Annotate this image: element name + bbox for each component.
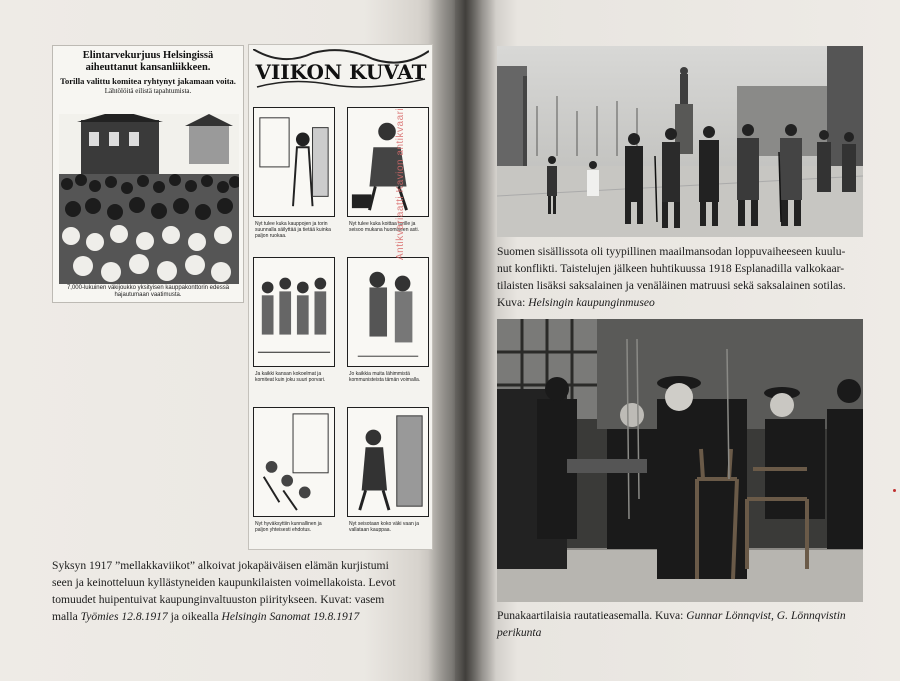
comic-panel-4 xyxy=(347,257,429,367)
comic-caption-3: Ja kaikki kansan kokoelmat ja komiteat kuin joku suuri porvari. xyxy=(255,371,326,383)
left-caption-line-3: tomuudet huipentuivat kaupunginvaltuuston piiritykseen. Kuvat: vasem xyxy=(52,593,385,606)
watermark: Antikvariaatti Kavion antikvaari xyxy=(395,107,406,260)
left-caption-line-2: seen ja keinotteluun kyllästyneiden kaupunkilaisten voimellakoista. Levot xyxy=(52,576,396,589)
caption2-prefix: Punakaartilaisia rautatieasemalla. Kuva: xyxy=(497,609,687,622)
comic-title-text: VIIKON KUVAT xyxy=(255,60,427,84)
caption1-line-2: nut konflikti. Taistelujen jälkeen huhtikuussa 1918 Esplanadilla valkokaar- xyxy=(497,262,845,275)
comic-panel-2 xyxy=(347,107,429,217)
book-gutter xyxy=(428,0,496,681)
railway-caption xyxy=(497,607,877,641)
comic-panel-5 xyxy=(253,407,335,517)
newspaper-clipping xyxy=(52,45,244,303)
caption2-line-1 xyxy=(497,607,877,624)
comic-caption-4: Jo kaikkia muita lähimmistä kommunisteista tämän voimalla. xyxy=(349,371,421,383)
comic-panel-1 xyxy=(253,107,335,217)
comic-panel-6 xyxy=(347,407,429,517)
comic-caption-2: Nyt tulee kuka koittaa torille ja seisoo mukana huomiseen asti. xyxy=(349,221,420,233)
comic-panel-3 xyxy=(253,257,335,367)
caption1-line-3: tilaisten lisäksi saksalainen ja venäläinen matruusi sekä saksalainen sotilas. xyxy=(497,279,846,292)
comic-title xyxy=(253,49,429,89)
caption1-line-4 xyxy=(497,294,877,311)
clipping-caption: 7,000-lukuinen väkijoukko yksityisen kauppakonttorin edessä hajautumaan vaatimusta. xyxy=(66,285,230,298)
left-caption-line-1: Syksyn 1917 ”mellakkaviikot” alkoivat jokapäiväisen elämän kurjistumi xyxy=(52,559,389,572)
railway-station-photo xyxy=(497,319,863,602)
source-tyomies: Työmies 12.8.1917 xyxy=(80,610,168,623)
caption2-credit-b: perikunta xyxy=(497,626,542,639)
caption-mid: ja oikealla xyxy=(167,610,222,623)
left-caption-line-4-text: malla xyxy=(52,610,78,623)
caption2-line-2 xyxy=(497,624,877,641)
esplanadi-photo xyxy=(497,46,863,237)
esplanadi-caption xyxy=(497,243,877,311)
source-helsingin-sanomat: Helsingin Sanomat 19.8.1917 xyxy=(221,610,360,623)
crowd-illustration xyxy=(59,114,239,284)
clipping-headline: Elintarvekurjuus Helsingissä aiheuttanut kansanliikkeen. xyxy=(82,50,214,73)
caption2-credit-a: Gunnar Lönnqvist, G. Lönnqvistin xyxy=(686,609,846,622)
caption1-credit-prefix: Kuva: xyxy=(497,296,529,309)
caption1-line-1: Suomen sisällissota oli tyypillinen maailmansodan loppuvaiheeseen kuulu- xyxy=(497,245,846,258)
clipping-subhead: Torilla valittu komitea ryhtynyt jakamaan voita. xyxy=(60,76,236,86)
comic-caption-5: Nyt hyväksyttiin kunnallinen ja paljon yhteisesti ehdotus. xyxy=(255,521,322,533)
left-page-caption xyxy=(52,557,428,625)
clipping-deck: Lähtölöitä eilistä tapahtumista. xyxy=(104,87,192,95)
caption1-credit: Helsingin kaupunginmuseo xyxy=(528,296,655,309)
comic-caption-6: Nyt seisotaan koko väki vaan ja vallataan kauppaa. xyxy=(349,521,420,533)
comic-caption-1: Nyt tulee kuka kauppojen ja torin suunnalla säilyttää ja tietää kuinka paljon ruokaa. xyxy=(255,221,331,239)
red-mark xyxy=(893,489,896,492)
left-caption-line-4 xyxy=(52,608,428,625)
